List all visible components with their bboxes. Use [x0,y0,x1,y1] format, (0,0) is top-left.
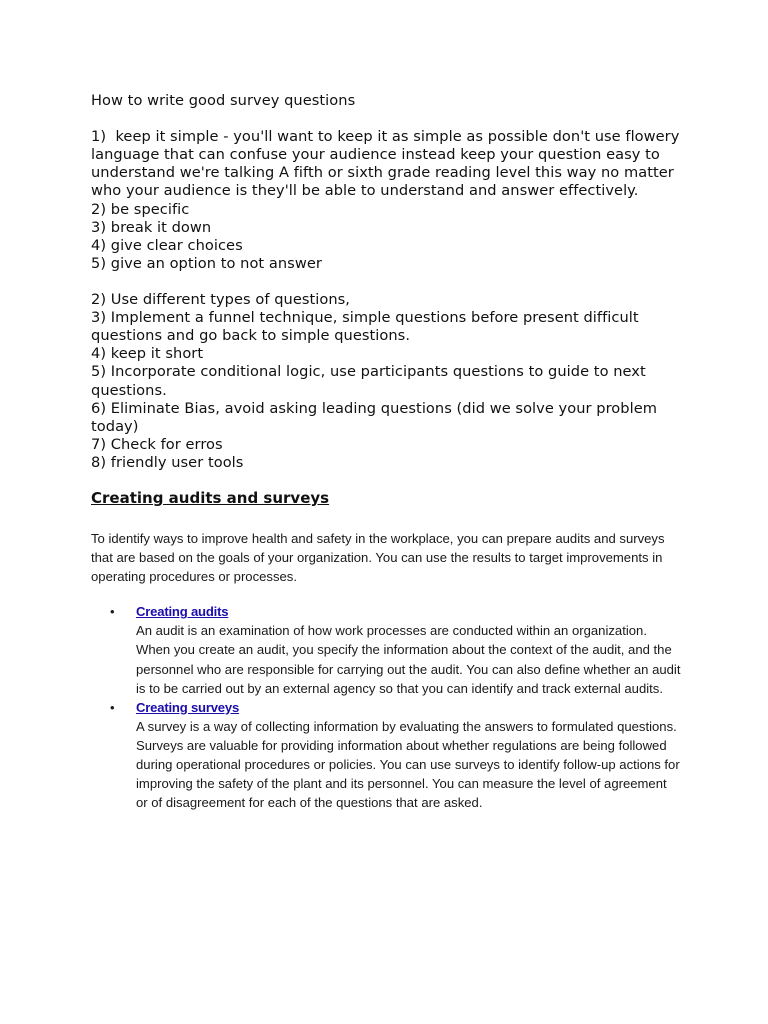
spacer [91,273,691,291]
tip-item: 2) be specific [91,200,190,218]
section-heading: Creating audits and surveys [91,488,330,507]
tip-item: 1) keep it simple - you'll want to keep it as simple as possible don't use flowery language that can confuse your audience instead keep your question easy to understand we're talking A fifth or sixth grade reading level this way no matter who your audience is they'll be able to understand and answer effectively. [91,128,685,200]
bullet-icon: • [110,604,115,620]
tip-item: 6) Eliminate Bias, avoid asking leading questions (did we solve your problem today) [91,399,662,435]
tip-item: 7) Check for erros [91,435,223,453]
audit-description: An audit is an examination of how work processes are conducted within an organization. When you create an audit, you specify the information about the context of the audit, and the personnel who are responsible for carrying out the audit. You can also define whether an audit is to be carried out by an external agency so that you can identify and track external audits. [136,623,681,696]
tips-list-part1 [91,128,691,273]
tip-item: 3) Implement a funnel technique, simple questions before present difficult questions and go back to simple questions. [91,309,644,345]
tip-item: 2) Use different types of questions, [91,291,350,309]
document-title: How to write good survey questions [91,92,356,109]
tip-item: 4) give clear choices [91,236,243,254]
tip-item: 8) friendly user tools [91,453,244,471]
section-intro: To identify ways to improve health and safety in the workplace, you can prepare audits and surveys that are based on the goals of your organization. You can use the results to target improvements in operating procedures or processes. [91,530,665,585]
topic-list [91,602,691,812]
creating-audits-link[interactable]: Creating audits [136,604,229,620]
tip-item: 4) keep it short [91,345,204,363]
tip-item: 5) give an option to not answer [91,254,322,272]
tips-list-part2 [91,291,691,472]
survey-description: A survey is a way of collecting information by evaluating the answers to formulated questions. Surveys are valuable for providing information about whether regulations are being followed during operational procedures or policies. You can use surveys to identify follow-up actions for improving the safety of the plant and its personnel. You can measure the level of agreement or of disagreement for each of the questions that are asked. [136,718,680,811]
document-page [91,92,691,812]
tip-item: 3) break it down [91,218,212,236]
list-item [110,698,681,813]
spacer [91,110,691,128]
list-item [110,602,681,697]
tip-item: 5) Incorporate conditional logic, use participants questions to guide to next questions. [91,363,651,399]
bullet-icon: • [110,699,115,715]
creating-surveys-link[interactable]: Creating surveys [136,699,240,715]
